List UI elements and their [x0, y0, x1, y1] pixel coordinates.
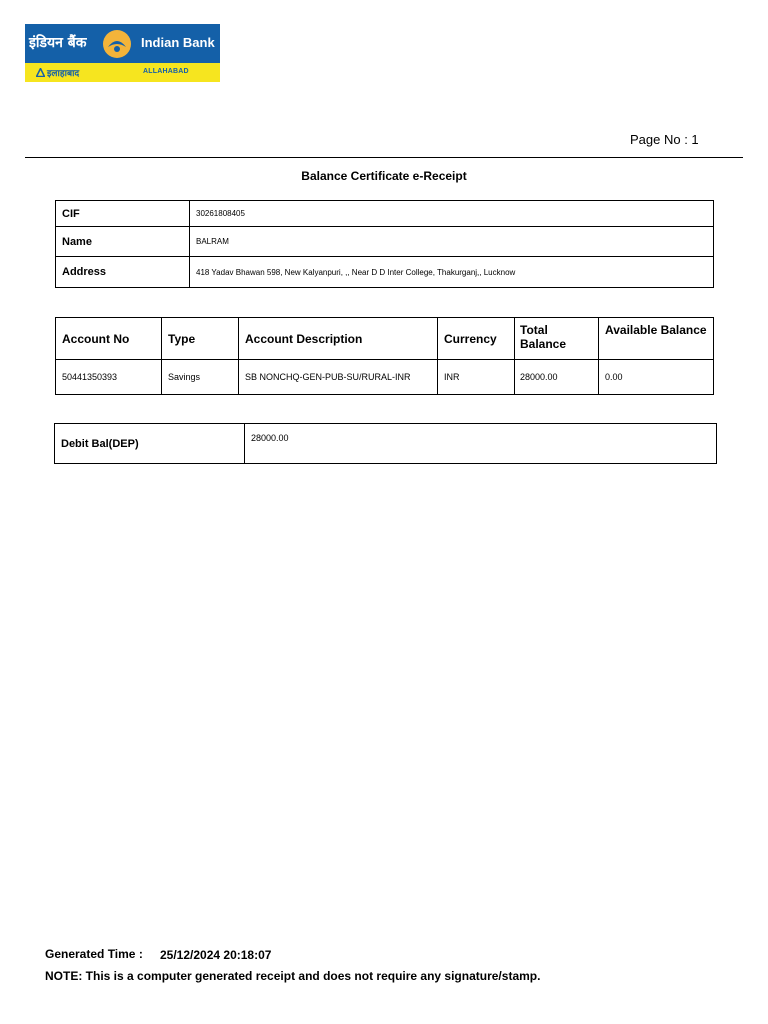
debit-row [55, 424, 717, 464]
logo-english-name: Indian Bank [141, 35, 215, 50]
debit-balance-table [54, 423, 717, 464]
col-total-balance: Total Balance [515, 318, 599, 360]
name-value: BALRAM [190, 227, 714, 257]
debit-label: Debit Bal(DEP) [55, 424, 245, 464]
col-currency: Currency [438, 318, 515, 360]
name-label: Name [56, 227, 190, 257]
cif-value: 30261808405 [190, 201, 714, 227]
cif-label: CIF [56, 201, 190, 227]
available-balance-cell: 0.00 [599, 360, 714, 395]
name-row [56, 227, 714, 257]
document-title: Balance Certificate e-Receipt [301, 169, 467, 183]
table-row [56, 360, 714, 395]
currency-cell: INR [438, 360, 515, 395]
header-divider [25, 157, 743, 158]
address-row [56, 257, 714, 288]
account-description-cell: SB NONCHQ-GEN-PUB-SU/RURAL-INR [239, 360, 438, 395]
address-label: Address [56, 257, 190, 288]
accounts-table [55, 317, 714, 395]
generated-time-label: Generated Time : [45, 947, 143, 961]
accounts-header-row [56, 318, 714, 360]
total-balance-cell: 28000.00 [515, 360, 599, 395]
col-available-balance: Available Balance [599, 318, 714, 360]
bank-emblem-icon [100, 29, 134, 59]
col-account-no: Account No [56, 318, 162, 360]
cif-row [56, 201, 714, 227]
logo-english-sub: ALLAHABAD [143, 68, 189, 75]
bank-logo [25, 24, 220, 82]
customer-info-table [55, 200, 714, 288]
page-number: Page No : 1 [630, 132, 699, 147]
allahabad-triangle-icon [36, 68, 45, 77]
col-account-description: Account Description [239, 318, 438, 360]
col-type: Type [162, 318, 239, 360]
logo-hindi-sub: इलाहाबाद [47, 69, 80, 79]
generated-time-value: 25/12/2024 20:18:07 [160, 948, 272, 962]
account-no-cell: 50441350393 [56, 360, 162, 395]
debit-value: 28000.00 [245, 424, 717, 464]
address-value: 418 Yadav Bhawan 598, New Kalyanpuri, ,, Near D D Inter College, Thakurganj,, Lucknow [190, 257, 714, 288]
logo-hindi-name: इंडियन बैंक [29, 35, 87, 51]
type-cell: Savings [162, 360, 239, 395]
receipt-note: NOTE: This is a computer generated receipt and does not require any signature/stamp. [45, 969, 541, 983]
